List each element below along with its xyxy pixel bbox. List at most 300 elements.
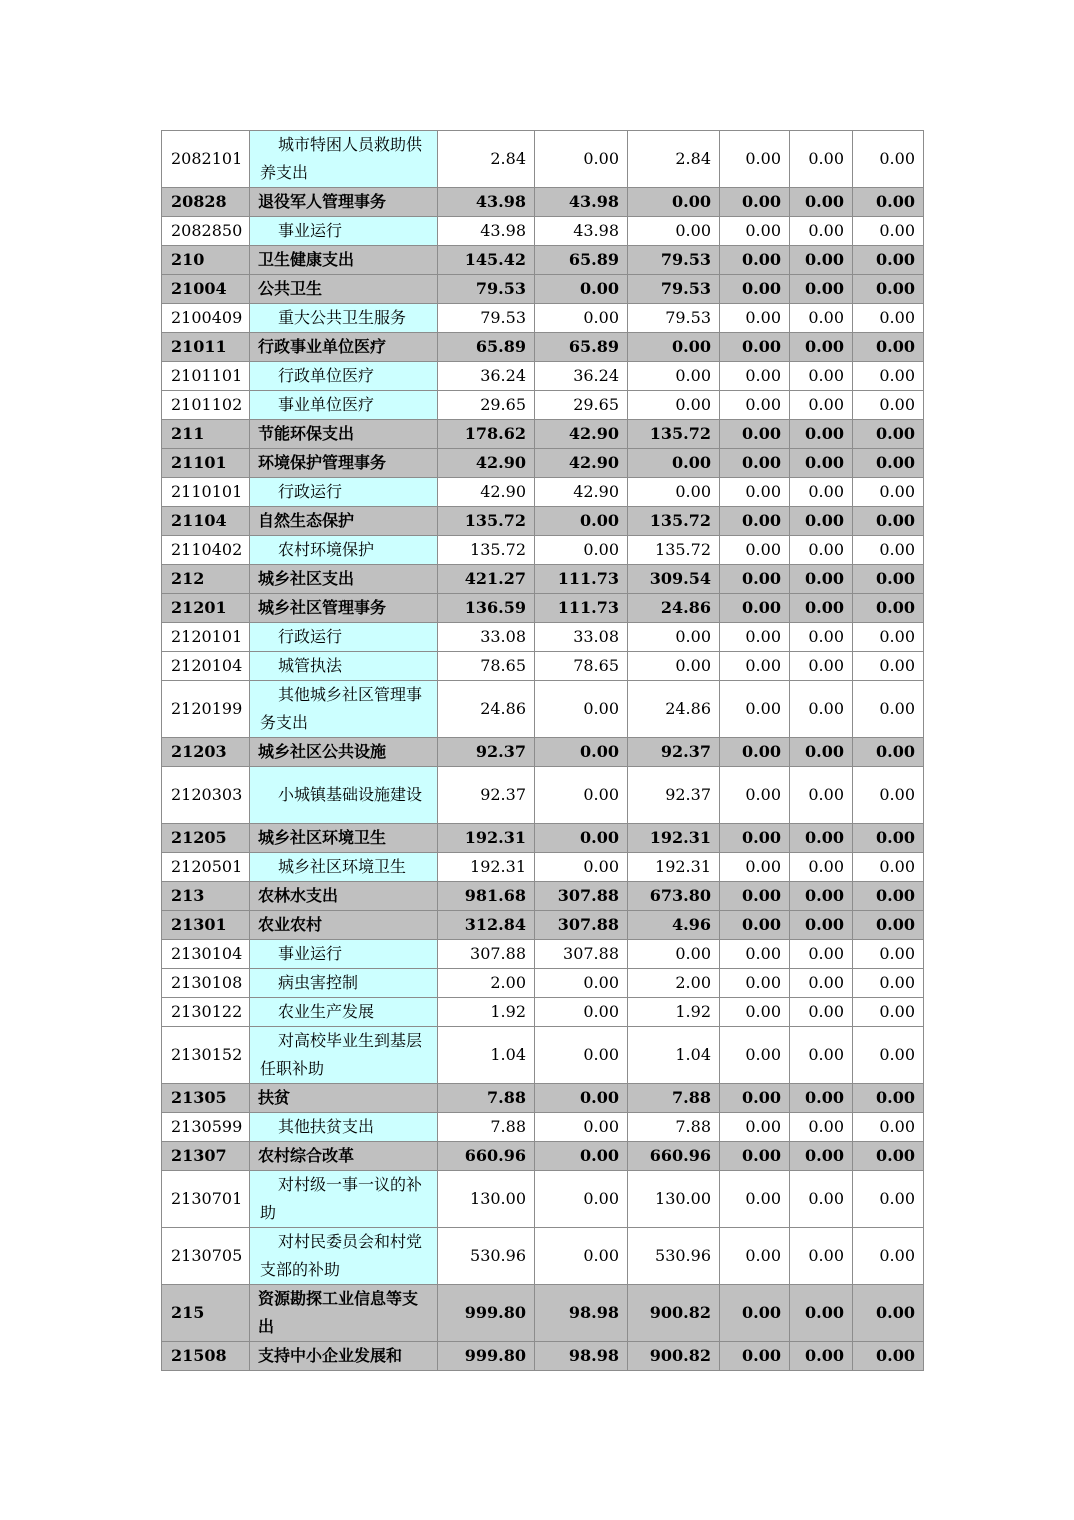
- table-row-summary: [162, 449, 924, 478]
- amount-cell: 312.84: [438, 911, 535, 940]
- amount-cell: 530.96: [438, 1228, 535, 1285]
- subject-name-cell: 城市特困人员救助供养支出: [250, 131, 438, 188]
- subject-name-cell: 重大公共卫生服务: [250, 304, 438, 333]
- table-row-summary: [162, 1084, 924, 1113]
- subject-name-cell: 节能环保支出: [250, 420, 438, 449]
- amount-cell: 0.00: [628, 362, 720, 391]
- amount-cell: 43.98: [535, 188, 628, 217]
- table-row-summary: [162, 275, 924, 304]
- amount-cell: 0.00: [720, 217, 790, 246]
- amount-cell: 900.82: [628, 1342, 720, 1371]
- subject-code-cell: 2101102: [162, 391, 250, 420]
- amount-cell: 530.96: [628, 1228, 720, 1285]
- amount-cell: 43.98: [438, 188, 535, 217]
- amount-cell: 0.00: [628, 333, 720, 362]
- amount-cell: 0.00: [790, 449, 853, 478]
- amount-cell: 135.72: [438, 507, 535, 536]
- table-row: [162, 767, 924, 824]
- table-row: [162, 1171, 924, 1228]
- subject-name-cell: 退役军人管理事务: [250, 188, 438, 217]
- table-row-summary: [162, 594, 924, 623]
- amount-cell: 0.00: [535, 275, 628, 304]
- amount-cell: 0.00: [853, 507, 924, 536]
- table-row: [162, 131, 924, 188]
- amount-cell: 135.72: [628, 536, 720, 565]
- table-row: [162, 940, 924, 969]
- amount-cell: 0.00: [720, 275, 790, 304]
- amount-cell: 0.00: [628, 623, 720, 652]
- amount-cell: 0.00: [720, 391, 790, 420]
- amount-cell: 7.88: [628, 1084, 720, 1113]
- amount-cell: 0.00: [853, 940, 924, 969]
- subject-code-cell: 2130108: [162, 969, 250, 998]
- subject-code-cell: 2130705: [162, 1228, 250, 1285]
- subject-name-cell: 公共卫生: [250, 275, 438, 304]
- amount-cell: 36.24: [438, 362, 535, 391]
- subject-name-cell: 农业农村: [250, 911, 438, 940]
- amount-cell: 0.00: [720, 853, 790, 882]
- subject-name-cell: 对村级一事一议的补助: [250, 1171, 438, 1228]
- table-body: [162, 131, 924, 1371]
- amount-cell: 0.00: [535, 767, 628, 824]
- amount-cell: 0.00: [790, 304, 853, 333]
- subject-name-cell: 城乡社区管理事务: [250, 594, 438, 623]
- amount-cell: 0.00: [853, 449, 924, 478]
- amount-cell: 0.00: [853, 246, 924, 275]
- subject-code-cell: 2110101: [162, 478, 250, 507]
- amount-cell: 307.88: [535, 882, 628, 911]
- amount-cell: 0.00: [720, 882, 790, 911]
- amount-cell: 0.00: [535, 1171, 628, 1228]
- amount-cell: 192.31: [628, 824, 720, 853]
- table-row-summary: [162, 882, 924, 911]
- subject-name-cell: 其他扶贫支出: [250, 1113, 438, 1142]
- amount-cell: 0.00: [535, 969, 628, 998]
- table-row: [162, 304, 924, 333]
- amount-cell: 24.86: [438, 681, 535, 738]
- subject-code-cell: 2082850: [162, 217, 250, 246]
- subject-name-cell: 其他城乡社区管理事务支出: [250, 681, 438, 738]
- amount-cell: 0.00: [853, 362, 924, 391]
- subject-name-cell: 行政单位医疗: [250, 362, 438, 391]
- amount-cell: 0.00: [790, 623, 853, 652]
- table-row: [162, 1228, 924, 1285]
- amount-cell: 92.37: [628, 767, 720, 824]
- subject-code-cell: 21004: [162, 275, 250, 304]
- amount-cell: 79.53: [438, 275, 535, 304]
- amount-cell: 0.00: [790, 188, 853, 217]
- amount-cell: 0.00: [535, 1113, 628, 1142]
- subject-code-cell: 21011: [162, 333, 250, 362]
- amount-cell: 0.00: [790, 1027, 853, 1084]
- amount-cell: 4.96: [628, 911, 720, 940]
- amount-cell: 98.98: [535, 1285, 628, 1342]
- amount-cell: 0.00: [853, 304, 924, 333]
- amount-cell: 135.72: [628, 420, 720, 449]
- amount-cell: 0.00: [720, 449, 790, 478]
- amount-cell: 0.00: [535, 1084, 628, 1113]
- subject-code-cell: 212: [162, 565, 250, 594]
- amount-cell: 79.53: [628, 246, 720, 275]
- amount-cell: 78.65: [438, 652, 535, 681]
- table-row-summary: [162, 824, 924, 853]
- amount-cell: 0.00: [628, 188, 720, 217]
- amount-cell: 0.00: [790, 420, 853, 449]
- table-row: [162, 362, 924, 391]
- subject-name-cell: 小城镇基础设施建设: [250, 767, 438, 824]
- amount-cell: 0.00: [720, 131, 790, 188]
- table-row-summary: [162, 1142, 924, 1171]
- amount-cell: 0.00: [853, 767, 924, 824]
- amount-cell: 43.98: [438, 217, 535, 246]
- amount-cell: 0.00: [853, 391, 924, 420]
- amount-cell: 0.00: [720, 998, 790, 1027]
- amount-cell: 0.00: [853, 1113, 924, 1142]
- amount-cell: 421.27: [438, 565, 535, 594]
- table-row: [162, 478, 924, 507]
- subject-code-cell: 21508: [162, 1342, 250, 1371]
- amount-cell: 0.00: [853, 911, 924, 940]
- subject-code-cell: 2130104: [162, 940, 250, 969]
- amount-cell: 42.90: [438, 478, 535, 507]
- amount-cell: 33.08: [535, 623, 628, 652]
- subject-code-cell: 215: [162, 1285, 250, 1342]
- amount-cell: 0.00: [720, 652, 790, 681]
- amount-cell: 0.00: [535, 998, 628, 1027]
- subject-name-cell: 城乡社区公共设施: [250, 738, 438, 767]
- subject-name-cell: 行政运行: [250, 478, 438, 507]
- amount-cell: 0.00: [853, 1142, 924, 1171]
- table-row-summary: [162, 188, 924, 217]
- amount-cell: 0.00: [720, 738, 790, 767]
- subject-code-cell: 211: [162, 420, 250, 449]
- amount-cell: 0.00: [853, 853, 924, 882]
- amount-cell: 0.00: [790, 275, 853, 304]
- amount-cell: 0.00: [720, 767, 790, 824]
- subject-code-cell: 21205: [162, 824, 250, 853]
- subject-name-cell: 环境保护管理事务: [250, 449, 438, 478]
- amount-cell: 309.54: [628, 565, 720, 594]
- amount-cell: 0.00: [790, 362, 853, 391]
- subject-code-cell: 2101101: [162, 362, 250, 391]
- amount-cell: 0.00: [853, 131, 924, 188]
- amount-cell: 0.00: [790, 1142, 853, 1171]
- subject-code-cell: 2120501: [162, 853, 250, 882]
- amount-cell: 24.86: [628, 681, 720, 738]
- amount-cell: 900.82: [628, 1285, 720, 1342]
- amount-cell: 0.00: [720, 594, 790, 623]
- amount-cell: 1.04: [628, 1027, 720, 1084]
- subject-name-cell: 自然生态保护: [250, 507, 438, 536]
- amount-cell: 0.00: [720, 681, 790, 738]
- amount-cell: 0.00: [790, 940, 853, 969]
- amount-cell: 0.00: [720, 824, 790, 853]
- amount-cell: 0.00: [535, 824, 628, 853]
- amount-cell: 0.00: [628, 478, 720, 507]
- amount-cell: 2.00: [438, 969, 535, 998]
- amount-cell: 0.00: [720, 536, 790, 565]
- amount-cell: 0.00: [853, 420, 924, 449]
- amount-cell: 0.00: [790, 594, 853, 623]
- subject-name-cell: 农业生产发展: [250, 998, 438, 1027]
- amount-cell: 0.00: [853, 652, 924, 681]
- amount-cell: 78.65: [535, 652, 628, 681]
- amount-cell: 0.00: [790, 969, 853, 998]
- amount-cell: 0.00: [790, 246, 853, 275]
- amount-cell: 0.00: [720, 1285, 790, 1342]
- table-row-summary: [162, 246, 924, 275]
- amount-cell: 0.00: [853, 998, 924, 1027]
- amount-cell: 0.00: [535, 507, 628, 536]
- amount-cell: 0.00: [628, 652, 720, 681]
- amount-cell: 0.00: [790, 1171, 853, 1228]
- amount-cell: 0.00: [853, 217, 924, 246]
- subject-code-cell: 21307: [162, 1142, 250, 1171]
- subject-name-cell: 农村综合改革: [250, 1142, 438, 1171]
- subject-name-cell: 城管执法: [250, 652, 438, 681]
- subject-name-cell: 支持中小企业发展和: [250, 1342, 438, 1371]
- subject-code-cell: 21104: [162, 507, 250, 536]
- amount-cell: 0.00: [535, 131, 628, 188]
- amount-cell: 0.00: [535, 1142, 628, 1171]
- subject-code-cell: 21203: [162, 738, 250, 767]
- amount-cell: 0.00: [853, 1285, 924, 1342]
- amount-cell: 130.00: [438, 1171, 535, 1228]
- amount-cell: 0.00: [720, 478, 790, 507]
- amount-cell: 0.00: [720, 911, 790, 940]
- amount-cell: 79.53: [628, 304, 720, 333]
- table-row-summary: [162, 1285, 924, 1342]
- amount-cell: 0.00: [853, 1228, 924, 1285]
- amount-cell: 192.31: [438, 824, 535, 853]
- amount-cell: 0.00: [853, 333, 924, 362]
- amount-cell: 0.00: [790, 536, 853, 565]
- table-row: [162, 998, 924, 1027]
- amount-cell: 192.31: [438, 853, 535, 882]
- amount-cell: 0.00: [853, 478, 924, 507]
- table-row: [162, 391, 924, 420]
- amount-cell: 42.90: [438, 449, 535, 478]
- subject-code-cell: 2120303: [162, 767, 250, 824]
- amount-cell: 0.00: [720, 1228, 790, 1285]
- amount-cell: 42.90: [535, 478, 628, 507]
- table-row-summary: [162, 507, 924, 536]
- table-row: [162, 969, 924, 998]
- amount-cell: 2.84: [438, 131, 535, 188]
- amount-cell: 0.00: [535, 304, 628, 333]
- amount-cell: 65.89: [438, 333, 535, 362]
- amount-cell: 130.00: [628, 1171, 720, 1228]
- table-row-summary: [162, 565, 924, 594]
- subject-code-cell: 21201: [162, 594, 250, 623]
- amount-cell: 0.00: [790, 217, 853, 246]
- subject-name-cell: 城乡社区环境卫生: [250, 853, 438, 882]
- subject-code-cell: 213: [162, 882, 250, 911]
- amount-cell: 7.88: [438, 1113, 535, 1142]
- amount-cell: 0.00: [720, 507, 790, 536]
- amount-cell: 0.00: [720, 246, 790, 275]
- amount-cell: 79.53: [628, 275, 720, 304]
- amount-cell: 0.00: [790, 998, 853, 1027]
- table-row-summary: [162, 420, 924, 449]
- amount-cell: 0.00: [720, 1342, 790, 1371]
- table-row: [162, 652, 924, 681]
- amount-cell: 1.04: [438, 1027, 535, 1084]
- amount-cell: 92.37: [438, 738, 535, 767]
- subject-name-cell: 事业单位医疗: [250, 391, 438, 420]
- subject-code-cell: 2082101: [162, 131, 250, 188]
- amount-cell: 0.00: [790, 1084, 853, 1113]
- amount-cell: 660.96: [628, 1142, 720, 1171]
- amount-cell: 42.90: [535, 449, 628, 478]
- table-row: [162, 853, 924, 882]
- amount-cell: 0.00: [853, 594, 924, 623]
- amount-cell: 7.88: [628, 1113, 720, 1142]
- amount-cell: 92.37: [438, 767, 535, 824]
- amount-cell: 0.00: [720, 1113, 790, 1142]
- amount-cell: 0.00: [720, 362, 790, 391]
- amount-cell: 307.88: [535, 911, 628, 940]
- subject-code-cell: 2120101: [162, 623, 250, 652]
- amount-cell: 0.00: [628, 391, 720, 420]
- amount-cell: 0.00: [853, 536, 924, 565]
- table-row: [162, 623, 924, 652]
- subject-code-cell: 21101: [162, 449, 250, 478]
- table-row-summary: [162, 1342, 924, 1371]
- subject-name-cell: 扶贫: [250, 1084, 438, 1113]
- amount-cell: 0.00: [720, 420, 790, 449]
- subject-name-cell: 卫生健康支出: [250, 246, 438, 275]
- amount-cell: 0.00: [790, 131, 853, 188]
- amount-cell: 0.00: [535, 681, 628, 738]
- amount-cell: 1.92: [438, 998, 535, 1027]
- amount-cell: 65.89: [535, 246, 628, 275]
- table-row-summary: [162, 911, 924, 940]
- amount-cell: 0.00: [790, 478, 853, 507]
- subject-name-cell: 农林水支出: [250, 882, 438, 911]
- amount-cell: 0.00: [790, 1228, 853, 1285]
- subject-code-cell: 2130599: [162, 1113, 250, 1142]
- amount-cell: 29.65: [535, 391, 628, 420]
- amount-cell: 0.00: [790, 853, 853, 882]
- amount-cell: 0.00: [720, 333, 790, 362]
- amount-cell: 307.88: [535, 940, 628, 969]
- amount-cell: 0.00: [853, 275, 924, 304]
- amount-cell: 0.00: [853, 681, 924, 738]
- subject-name-cell: 行政事业单位医疗: [250, 333, 438, 362]
- amount-cell: 0.00: [720, 1142, 790, 1171]
- subject-code-cell: 2100409: [162, 304, 250, 333]
- amount-cell: 307.88: [438, 940, 535, 969]
- table-row: [162, 536, 924, 565]
- amount-cell: 2.84: [628, 131, 720, 188]
- amount-cell: 0.00: [790, 767, 853, 824]
- amount-cell: 0.00: [628, 940, 720, 969]
- subject-name-cell: 对高校毕业生到基层任职补助: [250, 1027, 438, 1084]
- table-row-summary: [162, 333, 924, 362]
- amount-cell: 0.00: [720, 1084, 790, 1113]
- amount-cell: 43.98: [535, 217, 628, 246]
- amount-cell: 135.72: [628, 507, 720, 536]
- amount-cell: 24.86: [628, 594, 720, 623]
- table-row: [162, 217, 924, 246]
- amount-cell: 0.00: [535, 853, 628, 882]
- amount-cell: 0.00: [720, 940, 790, 969]
- amount-cell: 0.00: [628, 449, 720, 478]
- subject-code-cell: 2120199: [162, 681, 250, 738]
- subject-name-cell: 事业运行: [250, 940, 438, 969]
- amount-cell: 0.00: [790, 1285, 853, 1342]
- amount-cell: 0.00: [720, 1027, 790, 1084]
- amount-cell: 135.72: [438, 536, 535, 565]
- amount-cell: 92.37: [628, 738, 720, 767]
- amount-cell: 999.80: [438, 1342, 535, 1371]
- subject-code-cell: 2110402: [162, 536, 250, 565]
- amount-cell: 0.00: [720, 969, 790, 998]
- subject-name-cell: 农村环境保护: [250, 536, 438, 565]
- subject-name-cell: 病虫害控制: [250, 969, 438, 998]
- amount-cell: 29.65: [438, 391, 535, 420]
- subject-name-cell: 行政运行: [250, 623, 438, 652]
- amount-cell: 0.00: [853, 1027, 924, 1084]
- amount-cell: 111.73: [535, 565, 628, 594]
- budget-table: [161, 130, 924, 1371]
- amount-cell: 0.00: [853, 824, 924, 853]
- amount-cell: 0.00: [853, 1171, 924, 1228]
- amount-cell: 0.00: [853, 738, 924, 767]
- subject-code-cell: 21305: [162, 1084, 250, 1113]
- subject-code-cell: 20828: [162, 188, 250, 217]
- amount-cell: 178.62: [438, 420, 535, 449]
- amount-cell: 0.00: [720, 565, 790, 594]
- amount-cell: 36.24: [535, 362, 628, 391]
- amount-cell: 0.00: [853, 1342, 924, 1371]
- amount-cell: 0.00: [790, 1113, 853, 1142]
- amount-cell: 0.00: [628, 217, 720, 246]
- amount-cell: 0.00: [790, 911, 853, 940]
- amount-cell: 0.00: [790, 652, 853, 681]
- amount-cell: 0.00: [790, 738, 853, 767]
- amount-cell: 0.00: [790, 391, 853, 420]
- table-row-summary: [162, 738, 924, 767]
- amount-cell: 33.08: [438, 623, 535, 652]
- amount-cell: 0.00: [790, 824, 853, 853]
- amount-cell: 981.68: [438, 882, 535, 911]
- amount-cell: 192.31: [628, 853, 720, 882]
- amount-cell: 111.73: [535, 594, 628, 623]
- amount-cell: 7.88: [438, 1084, 535, 1113]
- amount-cell: 0.00: [535, 1228, 628, 1285]
- amount-cell: 0.00: [853, 188, 924, 217]
- subject-name-cell: 资源勘探工业信息等支出: [250, 1285, 438, 1342]
- subject-code-cell: 2130122: [162, 998, 250, 1027]
- amount-cell: 0.00: [720, 1171, 790, 1228]
- amount-cell: 0.00: [720, 188, 790, 217]
- table-row: [162, 681, 924, 738]
- subject-code-cell: 2130701: [162, 1171, 250, 1228]
- subject-name-cell: 城乡社区支出: [250, 565, 438, 594]
- amount-cell: 0.00: [535, 1027, 628, 1084]
- amount-cell: 999.80: [438, 1285, 535, 1342]
- table-row: [162, 1027, 924, 1084]
- amount-cell: 0.00: [790, 882, 853, 911]
- amount-cell: 145.42: [438, 246, 535, 275]
- subject-code-cell: 2130152: [162, 1027, 250, 1084]
- amount-cell: 0.00: [790, 507, 853, 536]
- amount-cell: 0.00: [853, 882, 924, 911]
- amount-cell: 0.00: [853, 623, 924, 652]
- subject-code-cell: 21301: [162, 911, 250, 940]
